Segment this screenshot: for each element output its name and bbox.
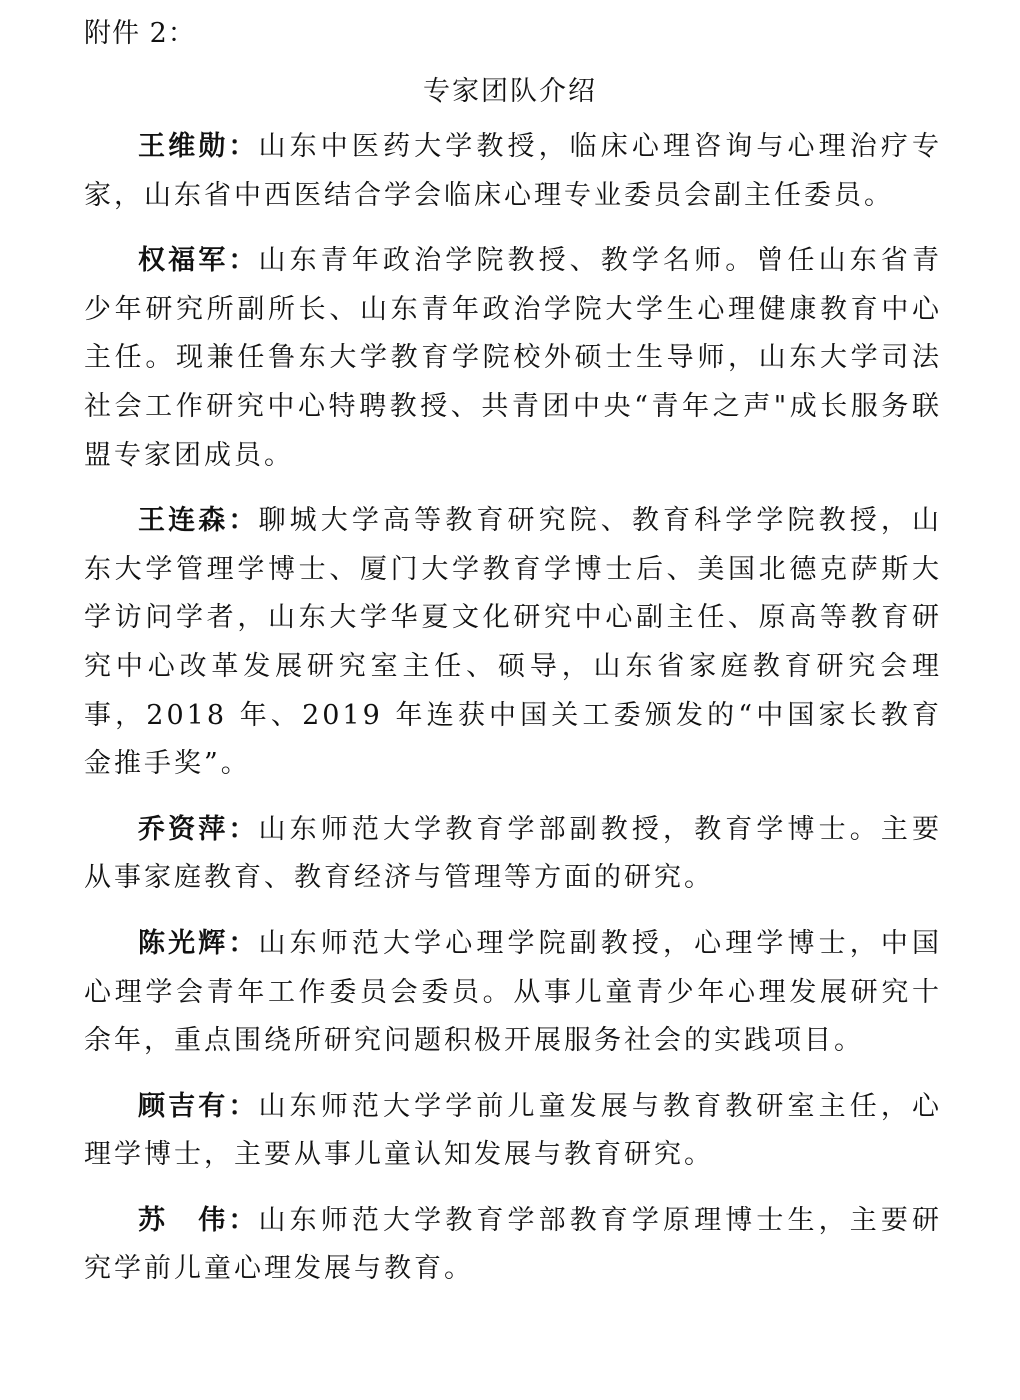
- expert-bio: 山东青年政治学院教授、教学名师。曾任山东省青少年研究所副所长、山东青年政治学院大学生心理健康教育中心主任。现兼任鲁东大学教育学院校外硕士生导师，山东大学司法社会工作研究中心特聘教授、共青团中央“青年之声"成长服务联盟专家团成员。: [84, 245, 943, 471]
- expert-name: 王维勋：: [138, 131, 259, 162]
- expert-bio: 山东师范大学教育学部副教授，教育学博士。主要从事家庭教育、教育经济与管理等方面的研究。: [84, 813, 943, 894]
- expert-paragraph: [84, 1083, 942, 1180]
- attachment-label: 附件 2：: [84, 18, 196, 49]
- expert-list: [84, 123, 942, 1311]
- expert-bio: 山东师范大学学前儿童发展与教育教研室主任，心理学博士，主要从事儿童认知发展与教育研究。: [84, 1090, 943, 1171]
- expert-name: 权福军：: [138, 245, 259, 277]
- expert-bio: 山东师范大学心理学院副教授，心理学博士，中国心理学会青年工作委员会委员。从事儿童青少年心理发展研究十余年，重点围绕所研究问题积极开展服务社会的实践项目。: [84, 927, 943, 1057]
- expert-paragraph: [84, 123, 942, 220]
- expert-name: 苏 伟：: [138, 1204, 259, 1236]
- expert-bio: 山东师范大学教育学部教育学原理博士生，主要研究学前儿童心理发展与教育。: [84, 1204, 943, 1285]
- expert-paragraph: [84, 1197, 942, 1294]
- expert-name: 王连森：: [138, 505, 259, 537]
- expert-paragraph: [84, 920, 942, 1066]
- document-title: 专家团队介绍: [423, 76, 597, 107]
- expert-name: 乔资萍：: [138, 813, 259, 845]
- expert-bio: 聊城大学高等教育研究院、教育科学学院教授，山东大学管理学博士、厦门大学教育学博士后、美国北德克萨斯大学访问学者，山东大学华夏文化研究中心副主任、原高等教育研究中心改革发展研究室主任、硕导，山东省家庭教育研究会理事，2018 年、2019 年连获中国关工委颁发的“中国家长教育金推手奖”。: [84, 505, 943, 780]
- expert-paragraph: [84, 237, 942, 480]
- expert-paragraph: [84, 497, 942, 789]
- expert-name: 顾吉有：: [138, 1090, 259, 1122]
- expert-paragraph: [84, 806, 942, 903]
- expert-name: 陈光辉：: [138, 927, 259, 959]
- expert-bio: 山东中医药大学教授，临床心理咨询与心理治疗专家，山东省中西医结合学会临床心理专业委员会副主任委员。: [84, 131, 943, 211]
